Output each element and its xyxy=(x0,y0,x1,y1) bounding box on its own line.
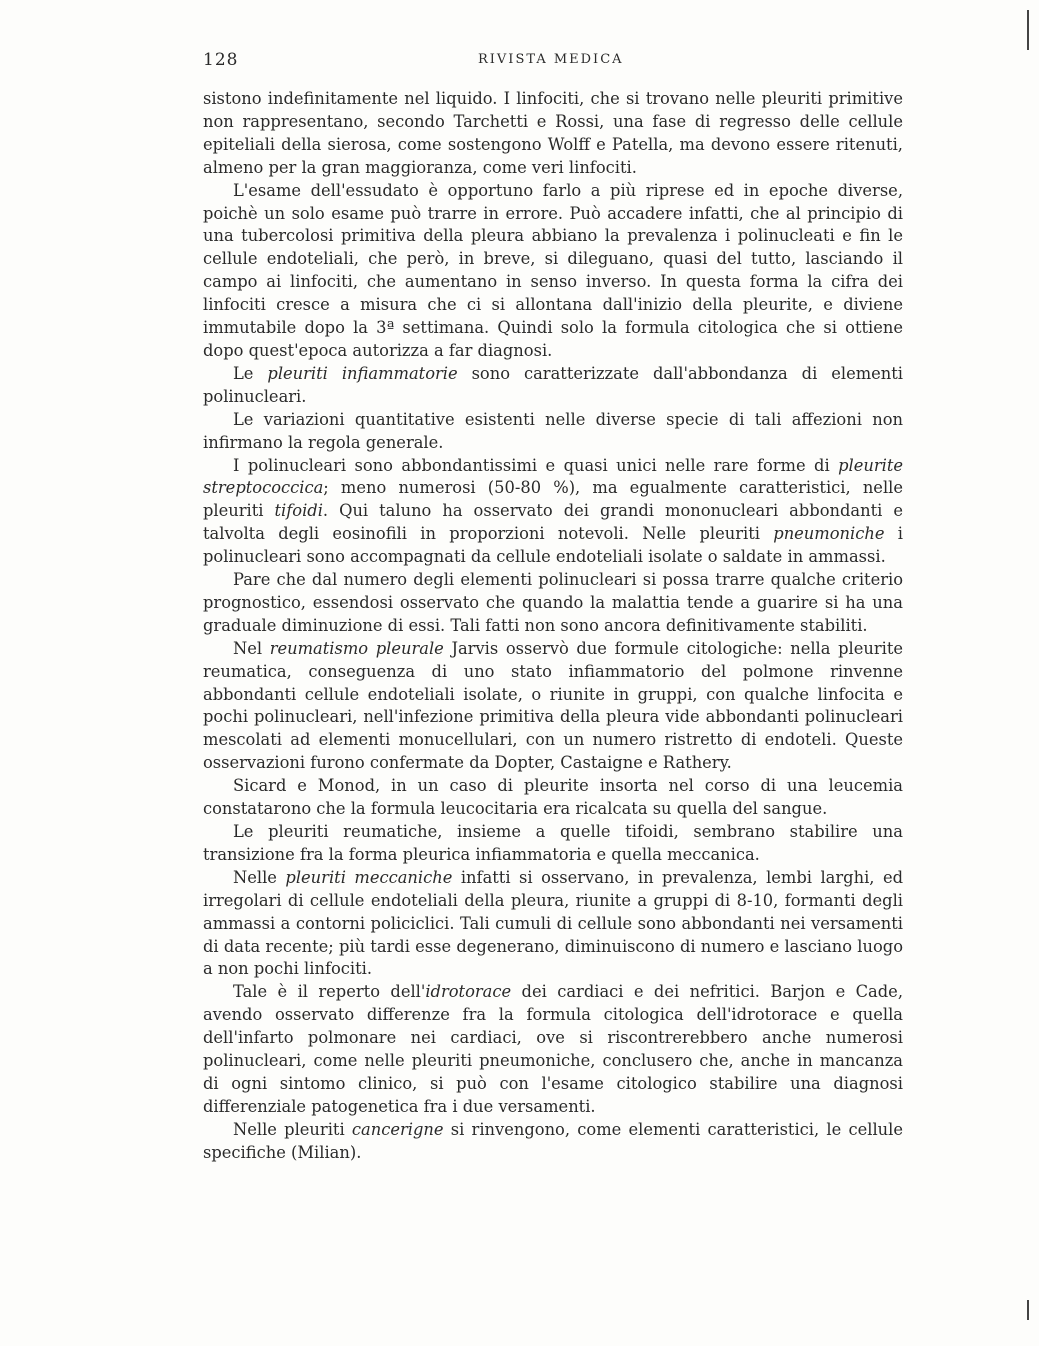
paragraph xyxy=(203,1119,903,1165)
text-run: Le variazioni quantitative esistenti nelle diverse specie di tali affezioni non infirmano la regola generale. xyxy=(203,409,903,452)
text-run: Jarvis osservò due formule citologiche: nella pleurite reumatica, conseguenza di uno stato infiammatorio del polmone rinvenne abbondanti cellule endoteliali isolate, o riunite in gruppi, con qualche linfocita e pochi polinucleari, nell'infezione primitiva della pleura vide abbondanti polinucleari mescolati ad elementi monucellulari, con un numero ristretto di endoteli. Queste osservazioni furono confermate da Dopter, Castaigne e Rathery. xyxy=(203,638,904,773)
text-run: Pare che dal numero degli elementi polinucleari si possa trarre qualche criterio prognostico, essendosi osservato che quando la malattia tende a guarire si ha una graduale diminuzione di essi. Tali fatti non sono ancora definitivamente stabiliti. xyxy=(203,570,903,635)
italic-term: cancerigne xyxy=(351,1119,444,1139)
paragraph xyxy=(203,409,903,455)
page-number: 128 xyxy=(203,50,239,70)
text-run: Nel xyxy=(233,638,270,658)
running-title: RIVISTA MEDICA xyxy=(478,52,624,67)
italic-term: pleuriti infiammatorie xyxy=(267,363,458,383)
text-run: infatti si osservano, in prevalenza, lembi larghi, ed irregolari di cellule endoteliali della pleura, riunite a gruppi di 8-10, formanti degli ammassi a contorni policiclici. Tali cumuli di cellule sono abbondanti nei versamenti di data recente; più tardi esse degenerano, diminuiscono di numero e lasciano luogo a non pochi linfociti. xyxy=(203,867,903,979)
italic-term: pneumoniche xyxy=(773,524,885,544)
italic-term: idrotorace xyxy=(425,982,512,1002)
paragraph xyxy=(203,821,903,867)
text-run: Le pleuriti reumatiche, insieme a quelle tifoidi, sembrano stabilire una transizione fra la forma pleurica infiammatoria e quella meccanica. xyxy=(203,822,903,864)
paragraph xyxy=(203,180,903,363)
text-run: sono caratterizzate dall'abbondanza di elementi polinucleari. xyxy=(203,363,904,406)
paragraph xyxy=(203,569,903,638)
paragraph xyxy=(203,363,903,409)
scan-edge-mark xyxy=(1027,10,1029,50)
body-text xyxy=(203,88,903,1165)
paragraph xyxy=(203,638,903,775)
text-run: Le xyxy=(233,363,268,383)
text-run: dei cardiaci e dei nefritici. Barjon e Cade, avendo osservato differenze fra la formula citologica dell'idrotorace e quella dell'infarto polmonare nei cardiaci, ove si riscontrerebbero anche numerosi polinucleari, come nelle pleuriti pneumoniche, conclusero che, anche in mancanza di ogni sintomo clinico, si può con l'esame citologico stabilire una diagnosi differenziale patogenetica fra i due versamenti. xyxy=(203,982,903,1116)
text-run: ; meno numerosi (50-80 %), ma egualmente caratteristici, nelle pleuriti xyxy=(203,478,903,521)
text-run: L'esame dell'essudato è opportuno farlo a più riprese ed in epoche diverse, poichè un solo esame può trarre in errore. Può accadere infatti, che al principio di una tubercolosi primitiva della pleura abbiano la prevalenza i polinucleati e fin le cellule endoteliali, che però, in breve, si dileguano, quasi del tutto, lasciando il campo ai linfociti, che aumentano in senso inverso. In questa forma la cifra dei linfociti cresce a misura che ci si allontana dall'inizio della pleurite, e diviene immutabile dopo la 3ª settimana. Quindi solo la formula citologica che si ottiene dopo quest'epoca autorizza a far diagnosi. xyxy=(203,180,903,360)
text-run: . Qui taluno ha osservato dei grandi mononucleari abbondanti e talvolta degli eosinofili in proporzioni notevoli. Nelle pleuriti xyxy=(203,501,904,544)
text-run: Tale è il reperto dell' xyxy=(233,982,426,1002)
paragraph xyxy=(203,455,903,570)
paragraph xyxy=(203,775,903,821)
page-header xyxy=(203,50,903,74)
text-run: si rinvengono, come elementi caratteristici, le cellule specifiche (Milian). xyxy=(203,1119,903,1162)
text-run: Sicard e Monod, in un caso di pleurite insorta nel corso di una leucemia constatarono che la formula leucocitaria era ricalcata su quella del sangue. xyxy=(203,776,903,819)
text-run: i polinucleari sono accompagnati da cellule endoteliali isolate o saldate in ammassi. xyxy=(203,524,903,567)
italic-term: reumatismo pleurale xyxy=(269,638,444,658)
scan-edge-mark xyxy=(1027,1300,1029,1320)
text-run: Nelle xyxy=(233,867,286,887)
italic-term: pleuriti meccaniche xyxy=(285,867,453,887)
italic-term: pleurite streptococcica xyxy=(203,455,903,498)
paragraph xyxy=(203,867,903,982)
paragraph xyxy=(203,88,903,180)
text-run: sistono indefinitamente nel liquido. I linfociti, che si trovano nelle pleuriti primitive non rappresentano, secondo Tarchetti e Rossi, una fase di regresso delle cellule epiteliali della sierosa, come sostengono Wolff e Patella, ma devono essere ritenuti, almeno per la gran maggioranza, come veri linfociti. xyxy=(203,89,903,177)
text-run: Nelle pleuriti xyxy=(233,1119,352,1139)
italic-term: tifoidi xyxy=(274,501,323,521)
paragraph xyxy=(203,981,903,1118)
text-run: I polinucleari sono abbondantissimi e quasi unici nelle rare forme di xyxy=(233,455,839,475)
